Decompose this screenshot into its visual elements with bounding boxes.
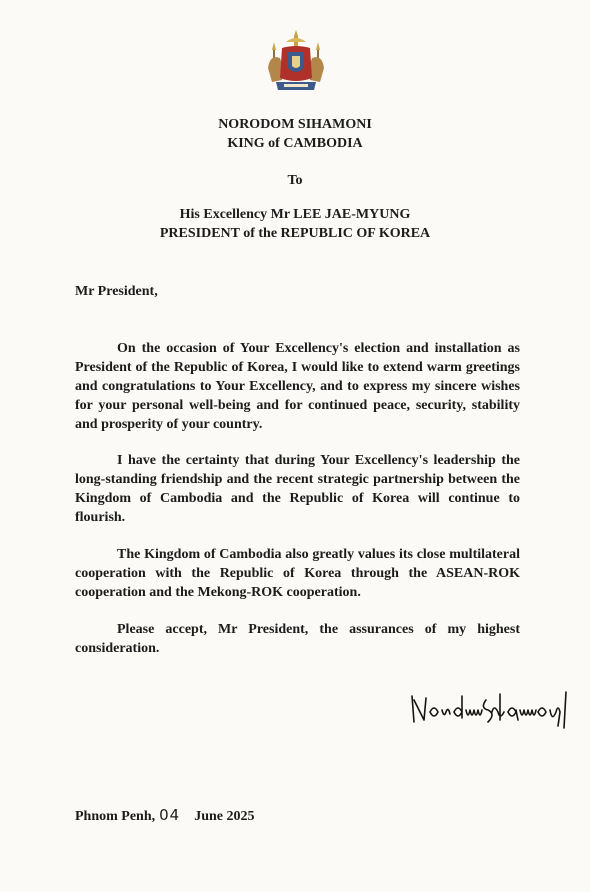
body-paragraph — [75, 451, 520, 527]
recipient-block — [0, 205, 590, 243]
month-year: June 2025 — [194, 809, 255, 824]
sender-title: KING of CAMBODIA — [227, 136, 363, 151]
body-paragraph — [75, 545, 520, 602]
body-paragraph — [75, 339, 520, 434]
handwritten-signature — [408, 690, 573, 730]
body-paragraph — [75, 620, 520, 658]
handwritten-day: 04 — [159, 806, 181, 824]
to-label: To — [287, 173, 303, 188]
paragraph-text: I have the certainty that during Your Excellency's leadership the long-standing friendship and the recent strategic partnership between the Kingdom of Cambodia and the Republic of Korea will continue to flourish. — [75, 453, 520, 525]
salutation: Mr President, — [75, 284, 158, 299]
paragraph-text: Please accept, Mr President, the assurances of my highest consideration. — [75, 622, 520, 656]
paragraph-text: The Kingdom of Cambodia also greatly values its close multilateral cooperation with the Republic of Korea through the ASEAN-ROK cooperation and the Mekong-ROK cooperation. — [75, 547, 520, 600]
recipient-title: PRESIDENT of the REPUBLIC OF KOREA — [159, 226, 431, 241]
paragraph-text: On the occasion of Your Excellency's election and installation as President of the Republic of Korea, I would like to extend warm greetings and congratulations to Your Excellency, and to express my sincere wishes for your personal well-being and for continued peace, security, stability and prosperity of your country. — [75, 341, 520, 432]
dateline — [75, 806, 255, 825]
sender-name: NORODOM SIHAMONI — [218, 117, 372, 132]
recipient-name: His Excellency Mr LEE JAE-MYUNG — [179, 207, 411, 222]
sender-block — [0, 115, 590, 153]
place: Phnom Penh, — [75, 809, 156, 824]
royal-arms-icon — [264, 28, 328, 96]
